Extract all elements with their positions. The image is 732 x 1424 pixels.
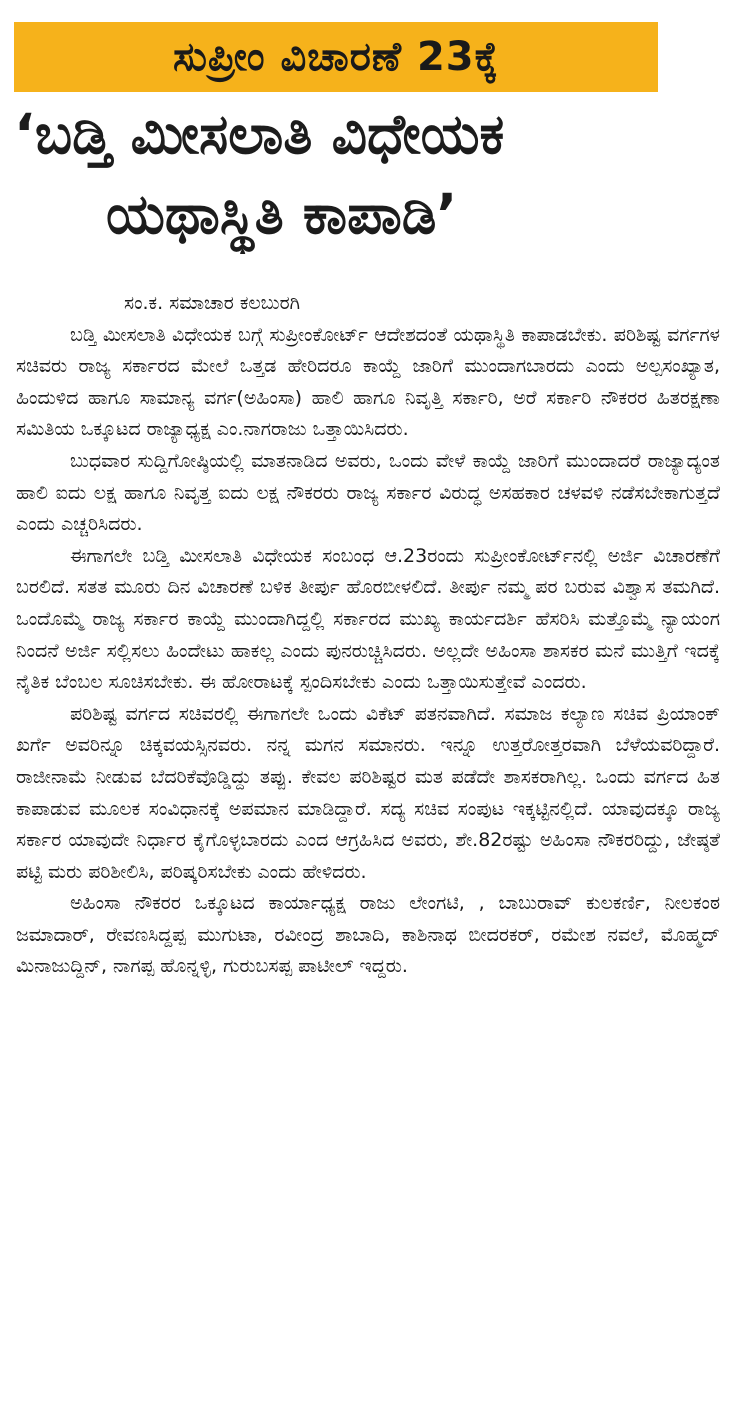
headline-line-1: ‘ಬಡ್ತಿ ಮೀಸಲಾತಿ ವಿಧೇಯಕ (14, 102, 505, 166)
headline-line-2: ಯಥಾಸ್ಥಿತಿ ಕಾಪಾಡಿ’ (106, 182, 458, 246)
kicker-text: ಸುಪ್ರೀಂ ವಿಚಾರಣೆ 23ಕ್ಕೆ (172, 34, 500, 80)
article-body (16, 288, 720, 983)
kicker-banner (14, 22, 658, 92)
paragraph-1: ಬಡ್ತಿ ಮೀಸಲಾತಿ ವಿಧೇಯಕ ಬಗ್ಗೆ ಸುಪ್ರೀಂಕೋರ್ಟ್ ಆದೇಶದಂತೆ ಯಥಾಸ್ಥಿತಿ ಕಾಪಾಡಬೇಕು. ಪರಿಶಿಷ್ಟ ವರ್ಗಗಳ ಸಚಿವರು ರಾಜ್ಯ ಸರ್ಕಾರದ ಮೇಲೆ ಒತ್ತಡ ಹೇರಿದರೂ ಕಾಯ್ದೆ ಜಾರಿಗೆ ಮುಂದಾಗಬಾರದು ಎಂದು ಅಲ್ಪಸಂಖ್ಯಾತ, ಹಿಂದುಳಿದ ಹಾಗೂ ಸಾಮಾನ್ಯ ವರ್ಗ(ಅಹಿಂಸಾ) ಹಾಲಿ ಹಾಗೂ ನಿವೃತ್ತಿ ಸರ್ಕಾರಿ, ಅರೆ ಸರ್ಕಾರಿ ನೌಕರರ ಹಿತರಕ್ಷಣಾ ಸಮಿತಿಯ ಒಕ್ಕೂಟದ ರಾಜ್ಯಾಧ್ಯಕ್ಷ ಎಂ.ನಾಗರಾಜು ಒತ್ತಾಯಿಸಿದರು. (16, 323, 720, 441)
headline (14, 94, 718, 254)
byline: ಸಂ.ಕ. ಸಮಾಚಾರ ಕಲಬುರಗಿ (124, 292, 301, 314)
paragraph-4: ಪರಿಶಿಷ್ಟ ವರ್ಗದ ಸಚಿವರಲ್ಲಿ ಈಗಾಗಲೇ ಒಂದು ವಿಕೆಟ್ ಪತನವಾಗಿದೆ. ಸಮಾಜ ಕಲ್ಯಾಣ ಸಚಿವ ಪ್ರಿಯಾಂಕ್ ಖರ್ಗೆ ಅವರಿನ್ನೂ ಚಿಕ್ಕವಯಸ್ಸಿನವರು. ನನ್ನ ಮಗನ ಸಮಾನರು. ಇನ್ನೂ ಉತ್ತರೋತ್ತರವಾಗಿ ಬೆಳೆಯವರಿದ್ದಾರೆ. ರಾಜೀನಾಮೆ ನೀಡುವ ಬೆದರಿಕೆವೊಡ್ಡಿದ್ದು ತಪ್ಪು. ಕೇವಲ ಪರಿಶಿಷ್ಟರ ಮತ ಪಡೆದೇ ಶಾಸಕರಾಗಿಲ್ಲ. ಒಂದು ವರ್ಗದ ಹಿತ ಕಾಪಾಡುವ ಮೂಲಕ ಸಂವಿಧಾನಕ್ಕೆ ಅಪಮಾನ ಮಾಡಿದ್ದಾರೆ. ಸದ್ಯ ಸಚಿವ ಸಂಪುಟ ಇಕ್ಕಟ್ಟಿನಲ್ಲಿದೆ. ಯಾವುದಕ್ಕೂ ರಾಜ್ಯ ಸರ್ಕಾರ ಯಾವುದೇ ನಿರ್ಧಾರ ಕೈಗೊಳ್ಳಬಾರದು ಎಂದ ಆಗ್ರಹಿಸಿದ ಅವರು, ಶೇ.82ರಷ್ಟು ಅಹಿಂಸಾ ನೌಕರರಿದ್ದು, ಜೇಷ್ಠತೆ ಪಟ್ಟಿ ಮರು ಪರಿಶೀಲಿಸಿ, ಪರಿಷ್ಕರಿಸಬೇಕು ಎಂದು ಹೇಳಿದರು. (16, 702, 720, 883)
paragraph-2: ಬುಧವಾರ ಸುದ್ದಿಗೋಷ್ಠಿಯಲ್ಲಿ ಮಾತನಾಡಿದ ಅವರು, ಒಂದು ವೇಳೆ ಕಾಯ್ದೆ ಜಾರಿಗೆ ಮುಂದಾದರೆ ರಾಜ್ಯಾದ್ಯಂತ ಹಾಲಿ ಐದು ಲಕ್ಷ ಹಾಗೂ ನಿವೃತ್ತ ಐದು ಲಕ್ಷ ನೌಕರರು ರಾಜ್ಯ ಸರ್ಕಾರ ವಿರುದ್ಧ ಅಸಹಕಾರ ಚಳವಳಿ ನಡೆಸಬೇಕಾಗುತ್ತದೆ ಎಂದು ಎಚ್ಚರಿಸಿದರು. (16, 449, 720, 536)
paragraph-3: ಈಗಾಗಲೇ ಬಡ್ತಿ ಮೀಸಲಾತಿ ವಿಧೇಯಕ ಸಂಬಂಧ ಆ.23ರಂದು ಸುಪ್ರೀಂಕೋರ್ಟ್‌ನಲ್ಲಿ ಅರ್ಜಿ ವಿಚಾರಣೆಗೆ ಬರಲಿದೆ. ಸತತ ಮೂರು ದಿನ ವಿಚಾರಣೆ ಬಳಿಕ ತೀರ್ಪು ಹೊರಬೀಳಲಿದೆ. ತೀರ್ಪು ನಮ್ಮ ಪರ ಬರುವ ವಿಶ್ವಾಸ ತಮಗಿದೆ. ಒಂದೊಮ್ಮೆ ರಾಜ್ಯ ಸರ್ಕಾರ ಕಾಯ್ದೆ ಮುಂದಾಗಿದ್ದಲ್ಲಿ ಸರ್ಕಾರದ ಮುಖ್ಯ ಕಾರ್ಯದರ್ಶಿ ಹೆಸರಿಸಿ ಮತ್ತೊಮ್ಮೆ ನ್ಯಾಯಂಗ ನಿಂದನೆ ಅರ್ಜಿ ಸಲ್ಲಿಸಲು ಹಿಂದೇಟು ಹಾಕಲ್ಲ ಎಂದು ಪುನರುಚ್ಚಿಸಿದರು. ಅಲ್ಲದೇ ಅಹಿಂಸಾ ಶಾಸಕರ ಮನೆ ಮುತ್ತಿಗೆ ಇದಕ್ಕೆ ನೈತಿಕ ಬೆಂಬಲ ಸೂಚಿಸಬೇಕು. ಈ ಹೋರಾಟಕ್ಕೆ ಸ್ಪಂದಿಸಬೇಕು ಎಂದು ಒತ್ತಾಯಿಸುತ್ತೇವೆ ಎಂದರು. (16, 544, 720, 694)
paragraph-5: ಅಹಿಂಸಾ ನೌಕರರ ಒಕ್ಕೂಟದ ಕಾರ್ಯಾಧ್ಯಕ್ಷ ರಾಜು ಲೇಂಗಟಿ, , ಬಾಬುರಾವ್ ಕುಲಕರ್ಣಿ, ನೀಲಕಂಠ ಜಮಾದಾರ್, ರೇವಣಸಿದ್ದಪ್ಪ ಮುಗುಟಾ, ರವೀಂದ್ರ ಶಾಬಾದಿ, ಕಾಶಿನಾಥ ಬೀದರಕರ್, ರಮೇಶ ನವಲೆ, ಮೊಹ್ಮದ್ ಮಿನಾಜುದ್ದಿನ್, ನಾಗಪ್ಪ ಹೊನ್ನಳ್ಳಿ, ಗುರುಬಸಪ್ಪ ಪಾಟೀಲ್ ಇದ್ದರು. (16, 892, 720, 978)
